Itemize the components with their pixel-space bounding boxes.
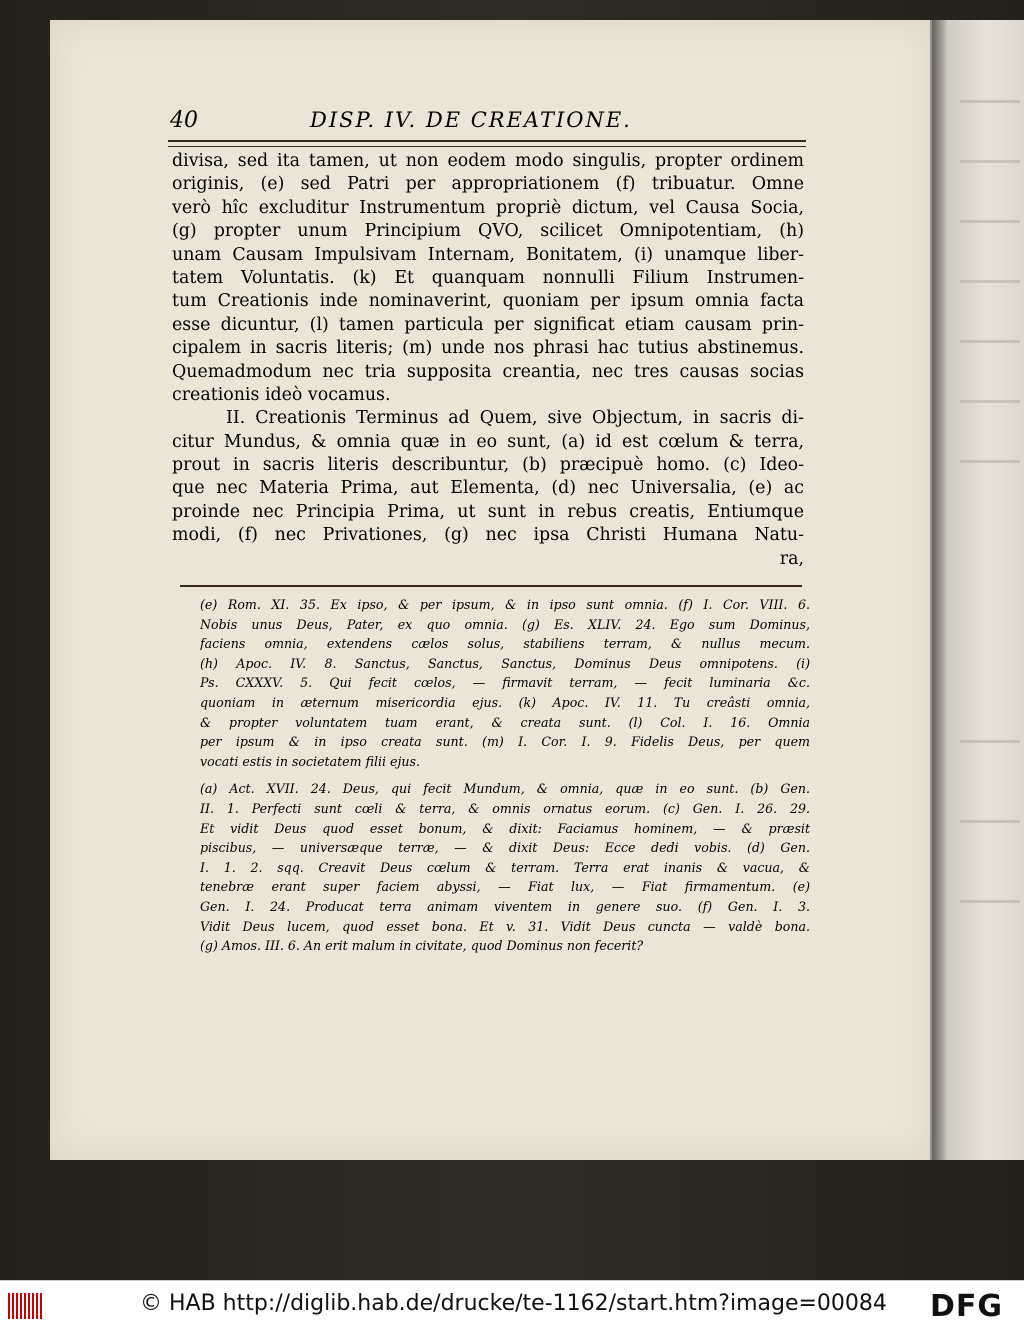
footnote-line: piscibus, — universæque terræ, — & dixit Deus: Ecce dedi vobis. (d) Gen. (200, 840, 810, 856)
footnote-line: Et vidit Deus quod esset bonum, & dixit: Faciamus hominem, — & præsit (200, 820, 810, 836)
body-text (172, 150, 804, 571)
body-line: tatem Voluntatis. (k) Et quanquam nonnulli Filium Instrumen- (172, 267, 804, 288)
footnote-line: & propter voluntatem tuam erant, & creata sunt. (l) Col. I. 16. Omnia (200, 714, 810, 730)
body-line: prout in sacris literis describuntur, (b) præcipuè homo. (c) Ideo- (172, 455, 804, 476)
page-gutter-shadow (930, 20, 948, 1160)
body-line: que nec Materia Prima, aut Elementa, (d) nec Universalia, (e) ac (172, 478, 804, 499)
footnote-line: I. 1. 2. sqq. Creavit Deus cœlum & terram. Terra erat inanis & vacua, & (200, 859, 810, 875)
body-line: II. Creationis Terminus ad Quem, sive Objectum, in sacris di- (226, 408, 804, 429)
catchword: ra, (779, 548, 804, 569)
body-line: proinde nec Principia Prima, ut sunt in rebus creatis, Entiumque (172, 501, 804, 522)
footnote-line: II. 1. Perfecti sunt cœli & terra, & omnis ornatus eorum. (c) Gen. I. 26. 29. (200, 800, 810, 816)
footnote-line: Gen. I. 24. Producat terra animam viventem in genere suo. (f) Gen. I. 3. (200, 898, 810, 914)
page-number: 40 (170, 108, 198, 133)
body-line: divisa, sed ita tamen, ut non eodem modo singulis, propter ordinem (172, 151, 804, 171)
body-line: modi, (f) nec Privationes, (g) nec ipsa Christi Humana Natu- (172, 525, 804, 546)
footnote-line: (g) Amos. III. 6. An erit malum in civitate, quod Dominus non fecerit? (200, 938, 644, 954)
body-line: tum Creationis inde nominaverint, quoniam per ipsum omnia facta (172, 291, 804, 312)
footnote-line: vocati estis in societatem filii ejus. (200, 753, 420, 769)
footnote-line: quoniam in æternum misericordia ejus. (k) Apoc. IV. 11. Tu creâsti omnia, (200, 694, 810, 710)
dfg-logo: DFG (930, 1289, 1004, 1324)
footnote-line: Vidit Deus lucem, quod esset bona. Et v. 31. Vidit Deus cuncta — valdè bona. (200, 918, 810, 934)
body-line: unam Causam Impulsivam Internam, Bonitatem, (i) unamque liber- (172, 244, 804, 265)
footnote-line: per ipsum & in ipso creata sunt. (m) I. Cor. I. 9. Fidelis Deus, per quem (200, 734, 810, 750)
footnote-line: tenebræ erant super faciem abyssi, — Fiat lux, — Fiat firmamentum. (e) (200, 879, 810, 895)
body-line: verò hîc excluditur Instrumentum propriè dictum, vel Causa Socia, (172, 197, 804, 218)
body-line: originis, (e) sed Patri per appropriationem (f) tribuatur. Omne (172, 174, 804, 195)
hab-logo-icon (8, 1293, 42, 1319)
footnote-line: (h) Apoc. IV. 8. Sanctus, Sanctus, Sanctus, Dominus Deus omnipotens. (i) (200, 655, 810, 671)
footnote-line: Ps. CXXXV. 5. Qui fecit cœlos, — firmavit terram, — fecit luminaria &c. (200, 675, 810, 691)
page-header (170, 108, 820, 142)
header-rule (168, 140, 806, 147)
body-line: creationis ideò vocamus. (172, 384, 391, 405)
footnote-line: (e) Rom. XI. 35. Ex ipso, & per ipsum, & in ipso sunt omnia. (f) I. Cor. VIII. 6. (200, 597, 810, 612)
footnote-rule (180, 585, 802, 590)
body-line: (g) propter unum Principium QVO, scilicet Omnipotentiam, (h) (172, 221, 804, 242)
copyright-link[interactable]: © HAB http://diglib.hab.de/drucke/te-1162/start.htm?image=00084 (140, 1291, 887, 1316)
running-title: DISP. IV. DE CREATIONE. (310, 108, 632, 132)
footnote-line: (a) Act. XVII. 24. Deus, qui fecit Mundum, & omnia, quæ in eo sunt. (b) Gen. (200, 781, 810, 797)
body-line: esse dicuntur, (l) tamen particula per significat etiam causam prin- (172, 314, 804, 335)
body-line: Quemadmodum nec tria supposita creantia, nec tres causas socias (172, 361, 804, 382)
footnote-line: faciens omnia, extendens cælos solus, stabiliens terram, & nullus mecum. (200, 636, 810, 652)
body-line: cipalem in sacris literis; (m) unde nos phrasi hac tutius abstinemus. (172, 338, 804, 359)
footnotes (200, 595, 810, 956)
viewer-footer (0, 1280, 1024, 1330)
body-line: citur Mundus, & omnia quæ in eo sunt, (a) id est cœlum & terra, (172, 431, 804, 452)
footnote-line: Nobis unus Deus, Pater, ex quo omnia. (g) Es. XLIV. 24. Ego sum Dominus, (200, 616, 810, 632)
